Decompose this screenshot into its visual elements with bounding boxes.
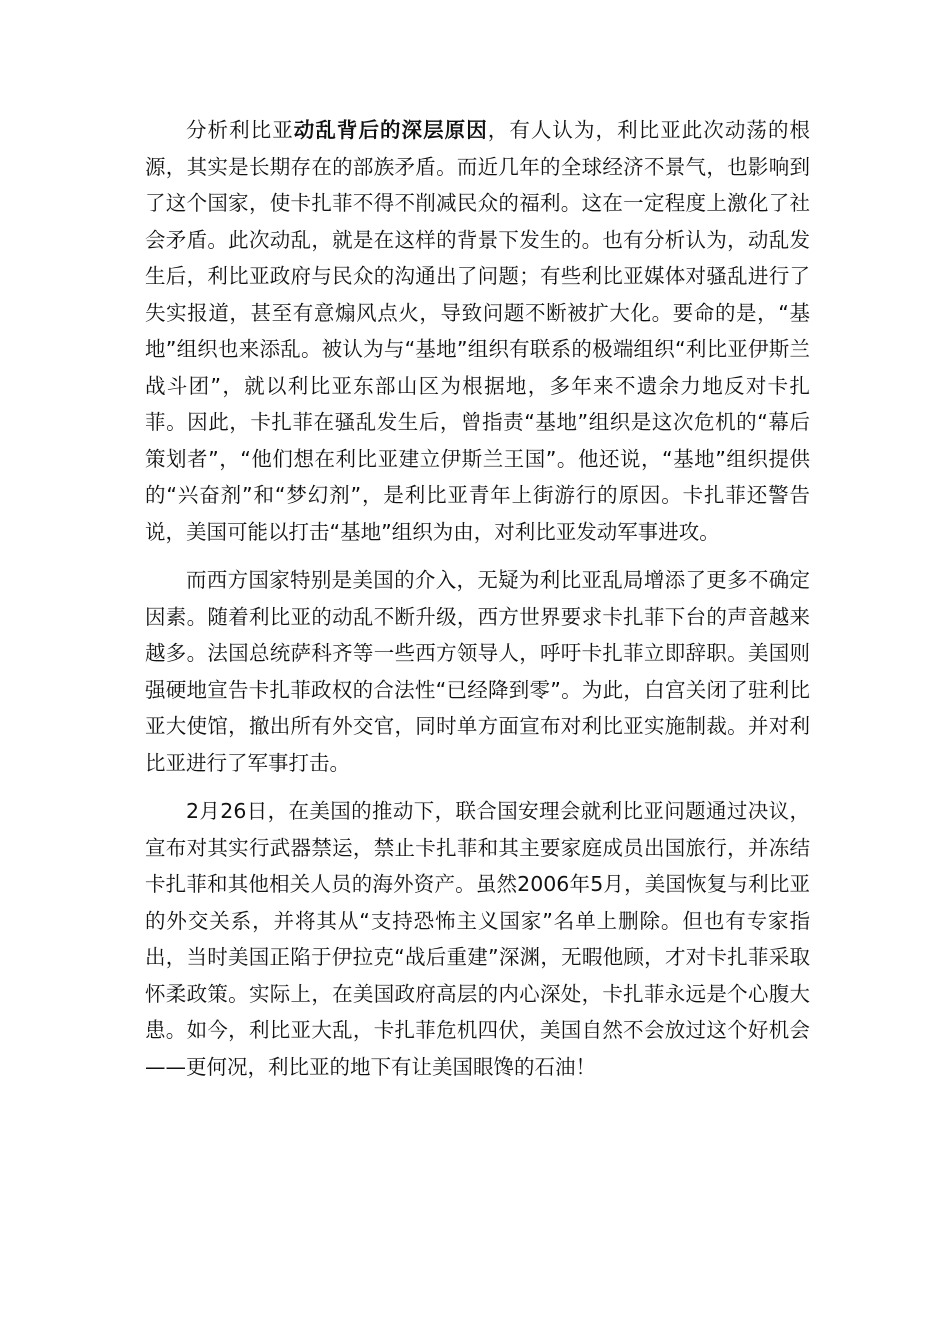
paragraph-1-lead: 分析利比亚	[186, 118, 294, 142]
paragraph-2: 而西方国家特别是美国的介入，无疑为利比亚乱局增添了更多不确定因素。随着利比亚的动乱不断升级，西方世界要求卡扎菲下台的声音越来越多。法国总统萨科齐等一些西方领导人，呼吁卡扎菲立即辞职。美国则强硬地宣告卡扎菲政权的合法性“已经降到零”。为此，白宫关闭了驻利比亚大使馆，撤出所有外交官，同时单方面宣布对利比亚实施制裁。并对利比亚进行了军事打击。	[145, 568, 810, 775]
paragraph-1-rest: ，有人认为，利比亚此次动荡的根源，其实是长期存在的部族矛盾。而近几年的全球经济不景气，也影响到了这个国家，使卡扎菲不得不削减民众的福利。这在一定程度上激化了社会矛盾。此次动乱，就是在这样的背景下发生的。也有分析认为，动乱发生后，利比亚政府与民众的沟通出了问题；有些利比亚媒体对骚乱进行了失实报道，甚至有意煽风点火，导致问题不断被扩大化。要命的是，“基地”组织也来添乱。被认为与“基地”组织有联系的极端组织“利比亚伊斯兰战斗团”，就以利比亚东部山区为根据地，多年来不遗余力地反对卡扎菲。因此，卡扎菲在骚乱发生后，曾指责“基地”组织是这次危机的“幕后策划者”，“他们想在利比亚建立伊斯兰王国”。他还说，“基地”组织提供的“兴奋剂”和“梦幻剂”，是利比亚青年上街游行的原因。卡扎菲还警告说，美国可能以打击“基地”组织为由，对利比亚发动军事进攻。	[145, 118, 811, 544]
document-page	[145, 112, 810, 1085]
paragraph-1-bold-phrase: 动乱背后的深层原因	[293, 118, 488, 142]
paragraph-3: 2月26日，在美国的推动下，联合国安理会就利比亚问题通过决议，宣布对其实行武器禁运，禁止卡扎菲和其主要家庭成员出国旅行，并冻结卡扎菲和其他相关人员的海外资产。虽然2006年5月，美国恢复与利比亚的外交关系，并将其从“支持恐怖主义国家”名单上删除。但也有专家指出，当时美国正陷于伊拉克“战后重建”深渊，无暇他顾，才对卡扎菲采取怀柔政策。实际上，在美国政府高层的内心深处，卡扎菲永远是个心腹大患。如今，利比亚大乱，卡扎菲危机四伏，美国自然不会放过这个好机会——更何况，利比亚的地下有让美国眼馋的石油！	[145, 799, 810, 1079]
paragraph-1	[145, 112, 810, 550]
